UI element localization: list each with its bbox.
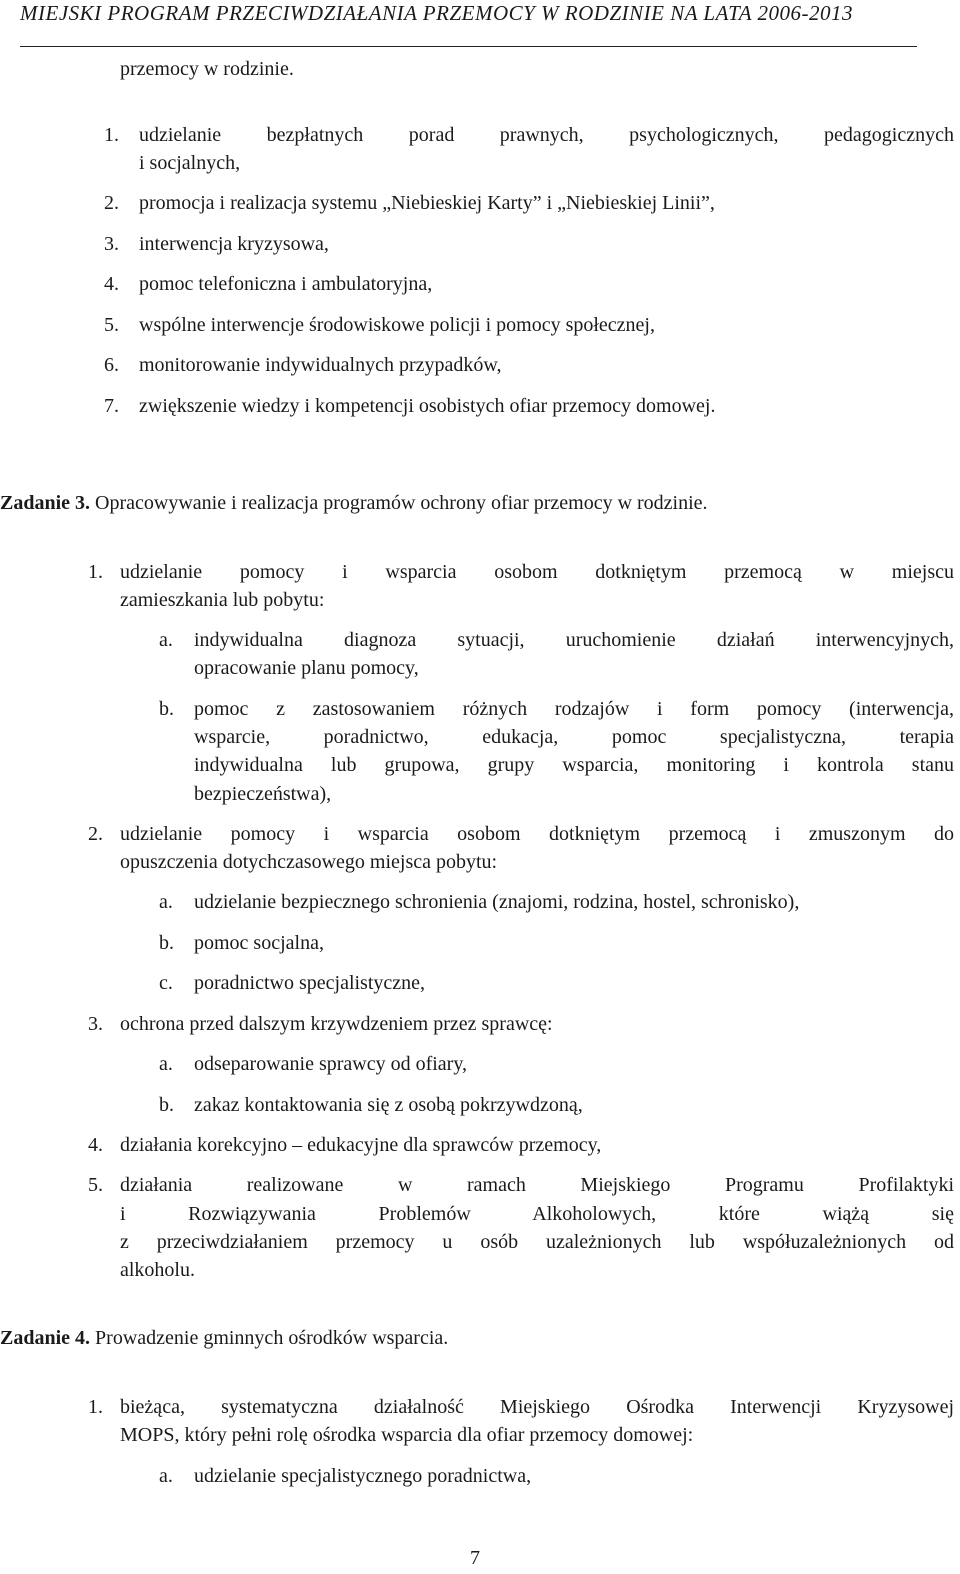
list-item-number: 4.	[88, 1134, 103, 1156]
list-item-text: udzielanie bezpłatnych porad prawnych, psychologicznych, pedagogicznych	[139, 124, 954, 146]
sub-item-text: wsparcie, poradnictwo, edukacja, pomoc specjalistyczna, terapia	[194, 726, 954, 748]
list-item-text: i Rozwiązywania Problemów Alkoholowych, które wiążą się	[120, 1203, 954, 1225]
sub-item-text: pomoc z zastosowaniem różnych rodzajów i form pomocy (interwencja,	[194, 698, 954, 720]
list-item-text: zamieszkania lub pobytu:	[120, 589, 325, 611]
sub-item-text: indywidualna lub grupowa, grupy wsparcia, monitoring i kontrola stanu	[194, 754, 954, 776]
list-item-number: 1.	[104, 124, 119, 146]
sub-item-letter: a.	[159, 1053, 173, 1075]
list-item-number: 5.	[88, 1174, 103, 1196]
page-number: 7	[470, 1547, 480, 1569]
sub-item-text: udzielanie bezpiecznego schronienia (znajomi, rodzina, hostel, schronisko),	[194, 891, 800, 913]
list-item-text: bieżąca, systematyczna działalność Miejskiego Ośrodka Interwencji Kryzysowej	[120, 1396, 954, 1418]
list-item-number: 1.	[88, 561, 103, 583]
sub-item-letter: c.	[159, 972, 173, 994]
list-item-text: monitorowanie indywidualnych przypadków,	[139, 354, 502, 376]
intro-continuation: przemocy w rodzinie.	[120, 58, 294, 80]
list-item-number: 6.	[104, 354, 119, 376]
list-item-number: 7.	[104, 395, 119, 417]
list-item-text: działania realizowane w ramach Miejskiego Programu Profilaktyki	[120, 1174, 954, 1196]
sub-item-letter: a.	[159, 1465, 173, 1487]
sub-item-text: poradnictwo specjalistyczne,	[194, 972, 426, 994]
header-rule	[20, 46, 917, 47]
list-item-number: 1.	[88, 1396, 103, 1418]
section-title: Prowadzenie gminnych ośrodków wsparcia.	[95, 1327, 449, 1349]
section-label: Zadanie 3.	[0, 492, 91, 514]
sub-item-text: bezpieczeństwa),	[194, 783, 332, 805]
running-header: MIEJSKI PROGRAM PRZECIWDZIAŁANIA PRZEMOCY W RODZINIE NA LATA 2006-2013	[20, 1, 853, 25]
list-item-number: 4.	[104, 273, 119, 295]
list-item-text: zwiększenie wiedzy i kompetencji osobistych ofiar przemocy domowej.	[139, 395, 716, 417]
list-item-text: i socjalnych,	[139, 152, 241, 174]
list-item-text: interwencja kryzysowa,	[139, 233, 329, 255]
list-item-number: 5.	[104, 314, 119, 336]
list-item-number: 2.	[88, 823, 103, 845]
list-item-text: działania korekcyjno – edukacyjne dla sprawców przemocy,	[120, 1134, 602, 1156]
section-heading-task4	[0, 1326, 448, 1350]
list-item-text: wspólne interwencje środowiskowe policji i pomocy społecznej,	[139, 314, 655, 336]
list-item-text: udzielanie pomocy i wsparcia osobom dotkniętym przemocą i zmuszonym do	[120, 823, 954, 845]
list-item-text: z przeciwdziałaniem przemocy u osób uzależnionych lub współuzależnionych od	[120, 1231, 954, 1253]
section-heading-task3	[0, 491, 708, 515]
list-item-number: 3.	[104, 233, 119, 255]
sub-item-text: opracowanie planu pomocy,	[194, 657, 419, 679]
list-item-number: 3.	[88, 1013, 103, 1035]
list-item-text: promocja i realizacja systemu „Niebieskiej Karty” i „Niebieskiej Linii”,	[139, 192, 715, 214]
list-item-text: alkoholu.	[120, 1259, 195, 1281]
list-item-text: opuszczenia dotychczasowego miejsca pobytu:	[120, 851, 498, 873]
sub-item-letter: b.	[159, 698, 174, 720]
section-label: Zadanie 4.	[0, 1327, 91, 1349]
list-item-number: 2.	[104, 192, 119, 214]
sub-item-letter: b.	[159, 1094, 174, 1116]
list-item-text: ochrona przed dalszym krzywdzeniem przez sprawcę:	[120, 1013, 553, 1035]
sub-item-text: zakaz kontaktowania się z osobą pokrzywdzoną,	[194, 1094, 583, 1116]
list-item-text: udzielanie pomocy i wsparcia osobom dotkniętym przemocą w miejscu	[120, 561, 954, 583]
section-title: Opracowywanie i realizacja programów ochrony ofiar przemocy w rodzinie.	[95, 492, 708, 514]
sub-item-letter: b.	[159, 932, 174, 954]
list-item-text: pomoc telefoniczna i ambulatoryjna,	[139, 273, 433, 295]
sub-item-text: odseparowanie sprawcy od ofiary,	[194, 1053, 468, 1075]
sub-item-text: udzielanie specjalistycznego poradnictwa,	[194, 1465, 532, 1487]
sub-item-text: indywidualna diagnoza sytuacji, uruchomienie działań interwencyjnych,	[194, 629, 954, 651]
sub-item-text: pomoc socjalna,	[194, 932, 324, 954]
sub-item-letter: a.	[159, 891, 173, 913]
sub-item-letter: a.	[159, 629, 173, 651]
list-item-text: MOPS, który pełni rolę ośrodka wsparcia dla ofiar przemocy domowej:	[120, 1424, 694, 1446]
